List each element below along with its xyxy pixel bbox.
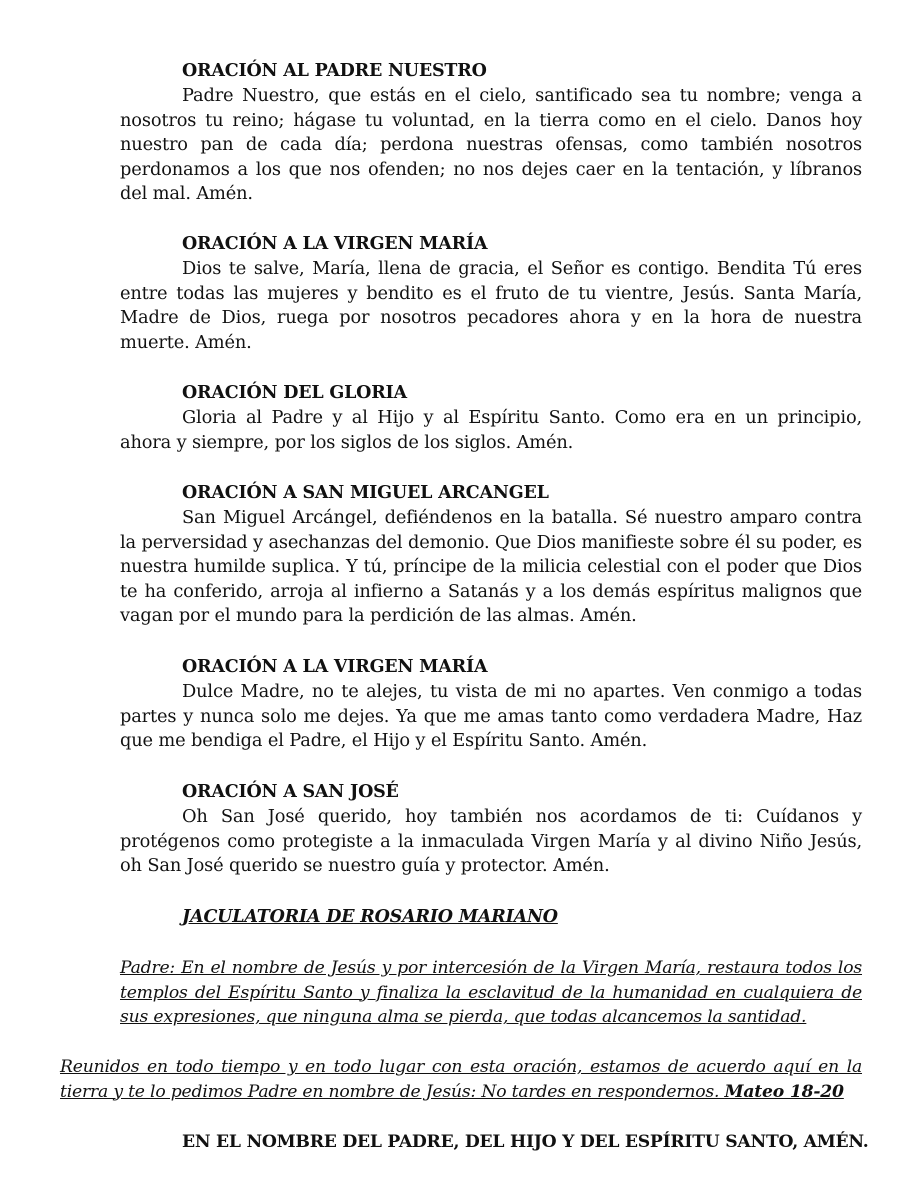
jaculatoria-text: Padre: En el nombre de Jesús y por intercesión de la Virgen María, restaura todos los templos del Espíritu Santo y finaliza la esclavitud de la humanidad en cualquiera de sus expresiones, que ninguna alma se pierda, que todas alcancemos la santidad. <box>120 958 862 1028</box>
prayer-title-san-miguel: ORACIÓN A SAN MIGUEL ARCANGEL <box>182 483 549 503</box>
prayer-text-gloria: Gloria al Padre y al Hijo y al Espíritu Santo. Como era en un principio, ahora y siempre, por los siglos de los siglos. Amén. <box>120 407 862 453</box>
prayer-title-virgen-maria-2: ORACIÓN A LA VIRGEN MARÍA <box>182 657 488 677</box>
prayer-text-virgen-maria: Dios te salve, María, llena de gracia, el Señor es contigo. Bendita Tú eres entre todas las mujeres y bendito es el fruto de tu vientre, Jesús. Santa María, Madre de Dios, ruega por nosotros pecadores ahora y en la hora de nuestra muerte. Amén. <box>120 258 862 353</box>
reunidos-text: Reunidos en todo tiempo y en todo lugar con esta oración, estamos de acuerdo aquí en la tierra y te lo pedimos Padre en nombre de Jesús: No tardes en respondernos. <box>60 1057 862 1102</box>
prayer-title-san-jose: ORACIÓN A SAN JOSÉ <box>182 782 399 802</box>
prayer-text-san-miguel: San Miguel Arcángel, defiéndenos en la batalla. Sé nuestro amparo contra la perversidad y asechanzas del demonio. Que Dios manifieste sobre él su poder, es nuestra humilde suplica. Y tú, príncipe de la milicia celestial con el poder que Dios te ha conferido, arroja al infierno a Satanás y a los demás espíritus malignos que vagan por el mundo para la perdición de las almas. Amén. <box>120 507 862 627</box>
reunidos-paragraph <box>60 1055 862 1104</box>
prayer-text-padre-nuestro: Padre Nuestro, que estás en el cielo, santificado sea tu nombre; venga a nosotros tu reino; hágase tu voluntad, en la tierra como en el cielo. Danos hoy nuestro pan de cada día; perdona nuestras ofensas, como también nosotros perdonamos a los que nos ofenden; no nos dejes caer en la tentación, y líbranos del mal. Amén. <box>120 85 862 205</box>
prayer-text-virgen-maria-2: Dulce Madre, no te alejes, tu vista de mi no apartes. Ven conmigo a todas partes y nunca solo me dejes. Ya que me amas tanto como verdadera Madre, Haz que me bendiga el Padre, el Hijo y el Espíritu Santo. Amén. <box>120 681 862 752</box>
scripture-reference: Mateo 18-20 <box>724 1081 844 1102</box>
prayer-title-gloria: ORACIÓN DEL GLORIA <box>182 383 407 403</box>
prayer-text-san-jose: Oh San José querido, hoy también nos acordamos de ti: Cuídanos y protégenos como protegiste a la inmaculada Virgen María y al divino Niño Jesús, oh San José querido se nuestro guía y protector. Amén. <box>120 806 862 877</box>
prayer-title-padre-nuestro: ORACIÓN AL PADRE NUESTRO <box>182 61 487 81</box>
prayer-title-virgen-maria: ORACIÓN A LA VIRGEN MARÍA <box>182 234 488 254</box>
closing-line: EN EL NOMBRE DEL PADRE, DEL HIJO Y DEL ESPÍRITU SANTO, AMÉN. <box>182 1132 869 1152</box>
jaculatoria-title: JACULATORIA DE ROSARIO MARIANO <box>182 907 558 927</box>
